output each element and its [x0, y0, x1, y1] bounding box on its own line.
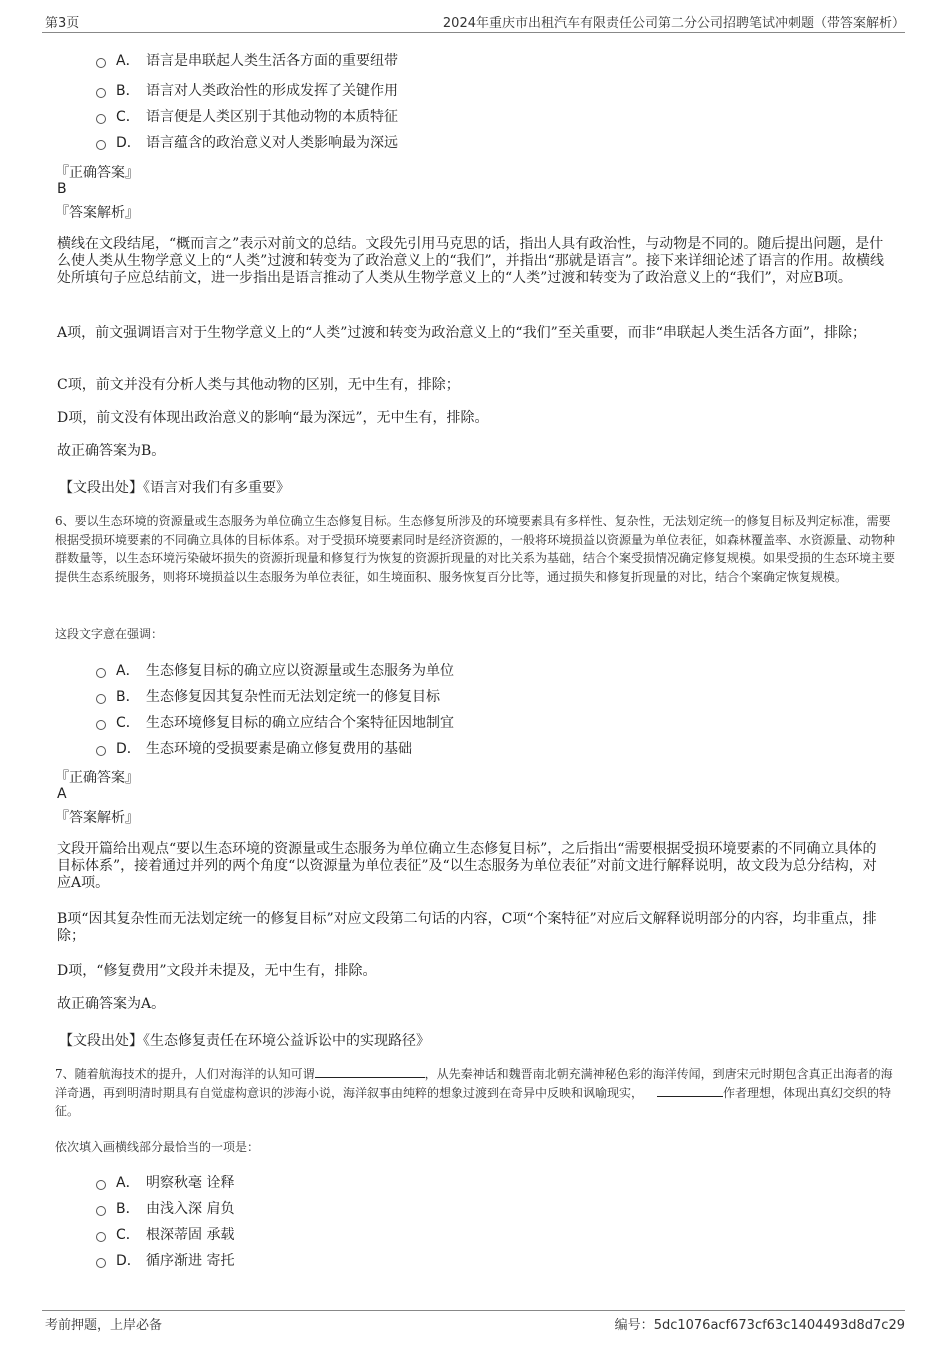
document-id: 编号：5dc1076acf673cf63c1404493d8d7c29 [614, 1318, 905, 1333]
radio-icon[interactable] [96, 88, 106, 98]
radio-icon[interactable] [96, 720, 106, 730]
q6-option-b[interactable]: B． 生态修复因其复杂性而无法划定统一的修复目标 [96, 685, 440, 707]
radio-icon[interactable] [96, 746, 106, 756]
q6-answer-heading: 『正确答案』 [55, 770, 139, 786]
radio-icon[interactable] [96, 140, 106, 150]
q5-analysis-conclusion: 故正确答案为B。 [57, 443, 166, 459]
q6-analysis-p1: 文段开篇给出观点“要以生态环境的资源量或生态服务为单位确立生态修复目标”，之后指出“需要根据受损环境要素的不同确立具体的目标体系”，接着通过并列的两个角度“以资源量为单位表征”及“以生态服务为单位表征”对前文进行解释说明，故文段为总分结构，对应A项。 [57, 841, 877, 891]
q5-analysis-p2: A项，前文强调语言对于生物学意义上的“人类”过渡和转变为政治意义上的“我们”至关重要，而非“串联起人类生活各方面”，排除； [57, 325, 867, 341]
document-title: 2024年重庆市出租汽车有限责任公司第二分公司招聘笔试冲刺题（带答案解析） [442, 16, 905, 31]
page-number: 第3页 [45, 16, 80, 31]
q5-analysis-p4: D项，前文没有体现出政治意义的影响“最为深远”，无中生有，排除。 [57, 410, 489, 426]
q6-option-c[interactable]: C． 生态环境修复目标的确立应结合个案特征因地制宜 [96, 711, 454, 733]
q5-option-d[interactable]: D． 语言蕴含的政治意义对人类影响最为深远 [96, 131, 398, 153]
q6-source: 【文段出处】《生态修复责任在环境公益诉讼中的实现路径》 [59, 1033, 430, 1049]
q5-analysis-p3: C项，前文并没有分析人类与其他动物的区别，无中生有，排除； [57, 377, 460, 393]
radio-icon[interactable] [96, 1206, 106, 1216]
q6-question: 6、要以生态环境的资源量或生态服务为单位确立生态修复目标。生态修复所涉及的环境要素具有多样性、复杂性，无法划定统一的修复目标及判定标准，需要根据受损环境要素的不同确立具体的目标体系。对于受损环境要素同时是经济资源的，一般将环境损益以资源量为单位表征，如森林覆盖率、水资源量、动物种群数量等，以生态环境污染破坏损失的资源折现量和修复行为恢复的资源折现量的对比关系为基础，结合个案受损情况确定修复规模。如果受损的生态环境主要提供生态系统服务，则将环境损益以生态服务为单位表征，如生境面积、服务恢复百分比等，通过损失和修复折现量的对比，结合个案确定恢复规模。 [55, 514, 896, 584]
q5-option-c[interactable]: C． 语言便是人类区别于其他动物的本质特征 [96, 105, 398, 127]
q7-option-d[interactable]: D． 循序渐进 寄托 [96, 1249, 234, 1271]
q5-option-b[interactable]: B． 语言对人类政治性的形成发挥了关键作用 [96, 79, 398, 101]
header-divider [42, 32, 905, 33]
q6-analysis-p3: D项，“修复费用”文段并未提及，无中生有，排除。 [57, 963, 377, 979]
q7-option-c[interactable]: C． 根深蒂固 承载 [96, 1223, 234, 1245]
footer-divider [42, 1310, 905, 1311]
radio-icon[interactable] [96, 1232, 106, 1242]
q6-analysis-p2: B项“因其复杂性而无法划定统一的修复目标”对应文段第二句话的内容，C项“个案特征”对应后文解释说明部分的内容，均非重点，排除； [57, 911, 877, 944]
q5-source: 【文段出处】《语言对我们有多重要》 [59, 480, 290, 496]
q5-analysis-p1: 横线在文段结尾，“概而言之”表示对前文的总结。文段先引用马克思的话，指出人具有政治性，与动物是不同的。随后提出问题，是什么使人类从生物学意义上的“人类”过渡和转变为了政治意义上的“我们”，并指出“那就是语言”。接下来详细论述了语言的作用。故横线处所填句子应总结前文，进一步指出是语言推动了人类从生物学意义上的“人类”过渡和转变为了政治意义上的“我们”，对应B项。 [57, 236, 884, 286]
q5-option-a[interactable]: A． 语言是串联起人类生活各方面的重要纽带 [96, 49, 398, 71]
radio-icon[interactable] [96, 1180, 106, 1190]
radio-icon[interactable] [96, 668, 106, 678]
footer-slogan: 考前押题，上岸必备 [45, 1318, 163, 1333]
q6-analysis-conclusion: 故正确答案为A。 [57, 996, 166, 1012]
q5-answer-heading: 『正确答案』 [55, 165, 139, 181]
radio-icon[interactable] [96, 58, 106, 68]
radio-icon[interactable] [96, 114, 106, 124]
q6-option-a[interactable]: A． 生态修复目标的确立应以资源量或生态服务为单位 [96, 659, 454, 681]
radio-icon[interactable] [96, 1258, 106, 1268]
q7-question: 7、随着航海技术的提升，人们对海洋的认知可谓 ，从先秦神话和魏晋南北朝充满神秘色彩的海洋传闻，到唐宋元时期包含真正出海者的海洋奇遇，再到明清时期具有自觉虚构意识的涉海小说，海洋叙事由纯粹的想象过渡到在奇异中反映和讽喻现实， 作者理想，体现出真幻交织的特征。 [55, 1067, 893, 1118]
q6-analysis-heading: 『答案解析』 [55, 810, 139, 826]
fill-blank-1[interactable] [315, 1065, 425, 1078]
q6-option-d[interactable]: D． 生态环境的受损要素是确立修复费用的基础 [96, 737, 412, 759]
fill-blank-2[interactable] [657, 1084, 723, 1097]
q7-option-b[interactable]: B． 由浅入深 肩负 [96, 1197, 234, 1219]
radio-icon[interactable] [96, 694, 106, 704]
q7-option-a[interactable]: A． 明察秋毫 诠释 [96, 1171, 234, 1193]
q6-answer: A [57, 786, 67, 802]
q5-analysis-heading: 『答案解析』 [55, 205, 139, 221]
q7-prompt: 依次填入画横线部分最恰当的一项是： [55, 1140, 260, 1154]
q6-prompt: 这段文字意在强调： [55, 627, 164, 641]
q5-answer: B [57, 181, 67, 197]
